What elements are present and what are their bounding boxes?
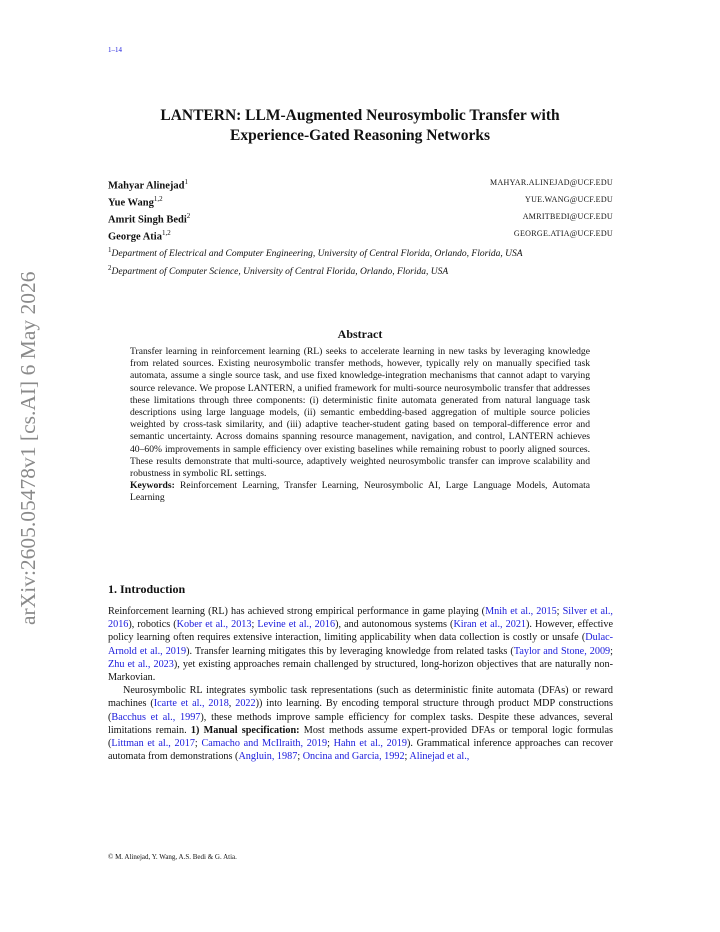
citation-link[interactable]: 2022 — [235, 698, 256, 710]
author-affiliation-mark: 1,2 — [161, 229, 171, 237]
citation-link[interactable]: Hahn et al., 2019 — [333, 738, 407, 750]
author-row — [108, 176, 613, 193]
citation-link[interactable]: Angluin, 1987 — [238, 751, 298, 763]
affiliation-mark: 1 — [108, 246, 112, 254]
arxiv-watermark — [16, 260, 56, 650]
paper-title — [108, 106, 612, 146]
author-affiliation-mark: 1 — [184, 178, 189, 186]
author-email[interactable]: AMRITBEDI@UCF.EDU — [522, 212, 613, 221]
author-name: Amrit Singh Bedi$^2$ — [108, 212, 191, 226]
keywords-text: Reinforcement Learning, Transfer Learning, Neurosymbolic AI, Large Language Models, Automata Learning — [130, 480, 591, 504]
abstract — [130, 346, 590, 505]
author-email[interactable]: GEORGE.ATIA@UCF.EDU — [513, 229, 613, 238]
citation-link[interactable]: Levine et al., 2016 — [257, 619, 336, 631]
paragraph-1: Reinforcement learning (RL) has achieved strong empirical performance in game playing (Mnih et al., 2015; Silver et al., 2016), robotics (Kober et al., 2013; Levine et al., 2016), and autonomous systems (Kiran et al., 2021). However, effective policy learning often requires extensive interaction, limiting applicability when data collection is costly or unsafe (Dulac-Arnold et al., 2019). Transfer learning mitigates this by leveraging knowledge from related tasks (Taylor and Stone, 2009; Zhu et al., 2023), yet existing approaches remain challenged by structured, long-horizon objectives that are naturally non-Markovian. — [108, 606, 614, 684]
bold-phrase: 1) Manual specification: — [190, 724, 300, 736]
abstract-text: Transfer learning in reinforcement learning (RL) seeks to accelerate learning in new tasks by leveraging knowledge from related sources. Existing neurosymbolic transfer methods, however, typically rely on manually specified task automata, assume a single source task, and use fixed knowledge-integration mechanisms that cannot adapt to varying source relevance. We propose LANTERN, a unified framework for multi-source neurosymbolic transfer that addresses these limitations through three components: (i) deterministic finite automata generated from natural language task descriptions using large language models, (ii) semantic embedding-based aggregation of multiple source policies weighted by cross-task similarity, and (iii) adaptive teacher-student gating based on temporal-difference error and semantic uncertainty. Across domains spanning resource management, navigation, and control, LANTERN achieves 40–60% improvements in sample efficiency over existing baselines while remaining robust to poorly aligned sources. These results demonstrate that multi-source, adaptively weighted neurosymbolic transfer can improve scalability and robustness in symbolic RL settings. — [130, 346, 590, 480]
author-row — [108, 193, 613, 210]
abstract-heading: Abstract — [337, 327, 383, 341]
author-row — [108, 210, 613, 227]
citation-link[interactable]: Taylor and Stone, 2009 — [513, 645, 611, 657]
page-range: 1–14 — [108, 46, 122, 54]
title-line-2: Experience-Gated Reasoning Networks — [229, 127, 491, 144]
author-affiliation-mark: 1,2 — [153, 195, 163, 203]
arxiv-id: arXiv:2605.05478v1 [cs.AI] 6 May 2026 — [16, 271, 40, 625]
citation-link[interactable]: Oncina and Garcia, 1992 — [302, 751, 405, 763]
citation-link[interactable]: Zhu et al., 2023 — [108, 658, 174, 670]
author-email[interactable]: YUE.WANG@UCF.EDU — [525, 195, 613, 204]
affiliation: $^2$Department of Computer Science, University of Central Florida, Orlando, Florida, USA — [108, 263, 449, 277]
keywords-label: Keywords: — [130, 480, 175, 492]
affiliation-mark: 2 — [108, 263, 112, 272]
copyright-footer: © M. Alinejad, Y. Wang, A.S. Bedi & G. Atia. — [108, 853, 237, 861]
author-affiliation-mark: 2 — [186, 212, 191, 220]
citation-link[interactable]: Icarte et al., 2018 — [153, 698, 229, 710]
introduction-body — [108, 605, 613, 763]
author-email[interactable]: MAHYAR.ALINEJAD@UCF.EDU — [490, 178, 613, 187]
author-name: George Atia$^{1,2}$ — [108, 229, 171, 243]
affiliation: $^1$Department of Electrical and Computer Engineering, University of Central Florida, Orlando, Florida, USA — [108, 246, 523, 260]
title-line-1: LANTERN: LLM-Augmented Neurosymbolic Transfer with — [160, 107, 560, 124]
author-name: Mahyar Alinejad$^1$ — [108, 178, 189, 192]
citation-link[interactable]: Kiran et al., 2021 — [453, 619, 527, 631]
citation-link[interactable]: Kober et al., 2013 — [176, 619, 252, 631]
citation-link[interactable]: Silver et al., 2016 — [108, 606, 613, 631]
section-heading-introduction: 1. Introduction — [108, 582, 186, 596]
paragraph-2: Neurosymbolic RL integrates symbolic task representations (such as deterministic finite automata (DFAs) or reward machines (Icarte et al., 2018, 2022)) into learning. By encoding temporal structure through product MDP constructions (Bacchus et al., 1997), these methods improve sample efficiency for complex tasks. Despite these advances, several limitations remain. 1) Manual specification: Most methods assume expert-provided DFAs or temporal logic formulas (Littman et al., 2017; Camacho and McIlraith, 2019; Hahn et al., 2019). Grammatical inference approaches can recover automata from demonstrations (Angluin, 1987; Oncina and Garcia, 1992; Alinejad et al., — [108, 685, 614, 763]
citation-link[interactable]: Littman et al., 2017 — [111, 738, 195, 750]
keywords — [130, 480, 590, 504]
citation-link[interactable]: Dulac-Arnold et al., 2019 — [108, 632, 613, 657]
author-block — [108, 176, 613, 279]
author-name: Yue Wang$^{1,2}$ — [108, 195, 163, 209]
citation-link[interactable]: Mnih et al., 2015 — [485, 606, 557, 617]
citation-link[interactable]: Bacchus et al., 1997 — [111, 711, 201, 723]
citation-link[interactable]: Alinejad et al., — [409, 751, 470, 763]
author-row — [108, 227, 613, 244]
citation-link[interactable]: Camacho and McIlraith, 2019 — [201, 738, 328, 750]
